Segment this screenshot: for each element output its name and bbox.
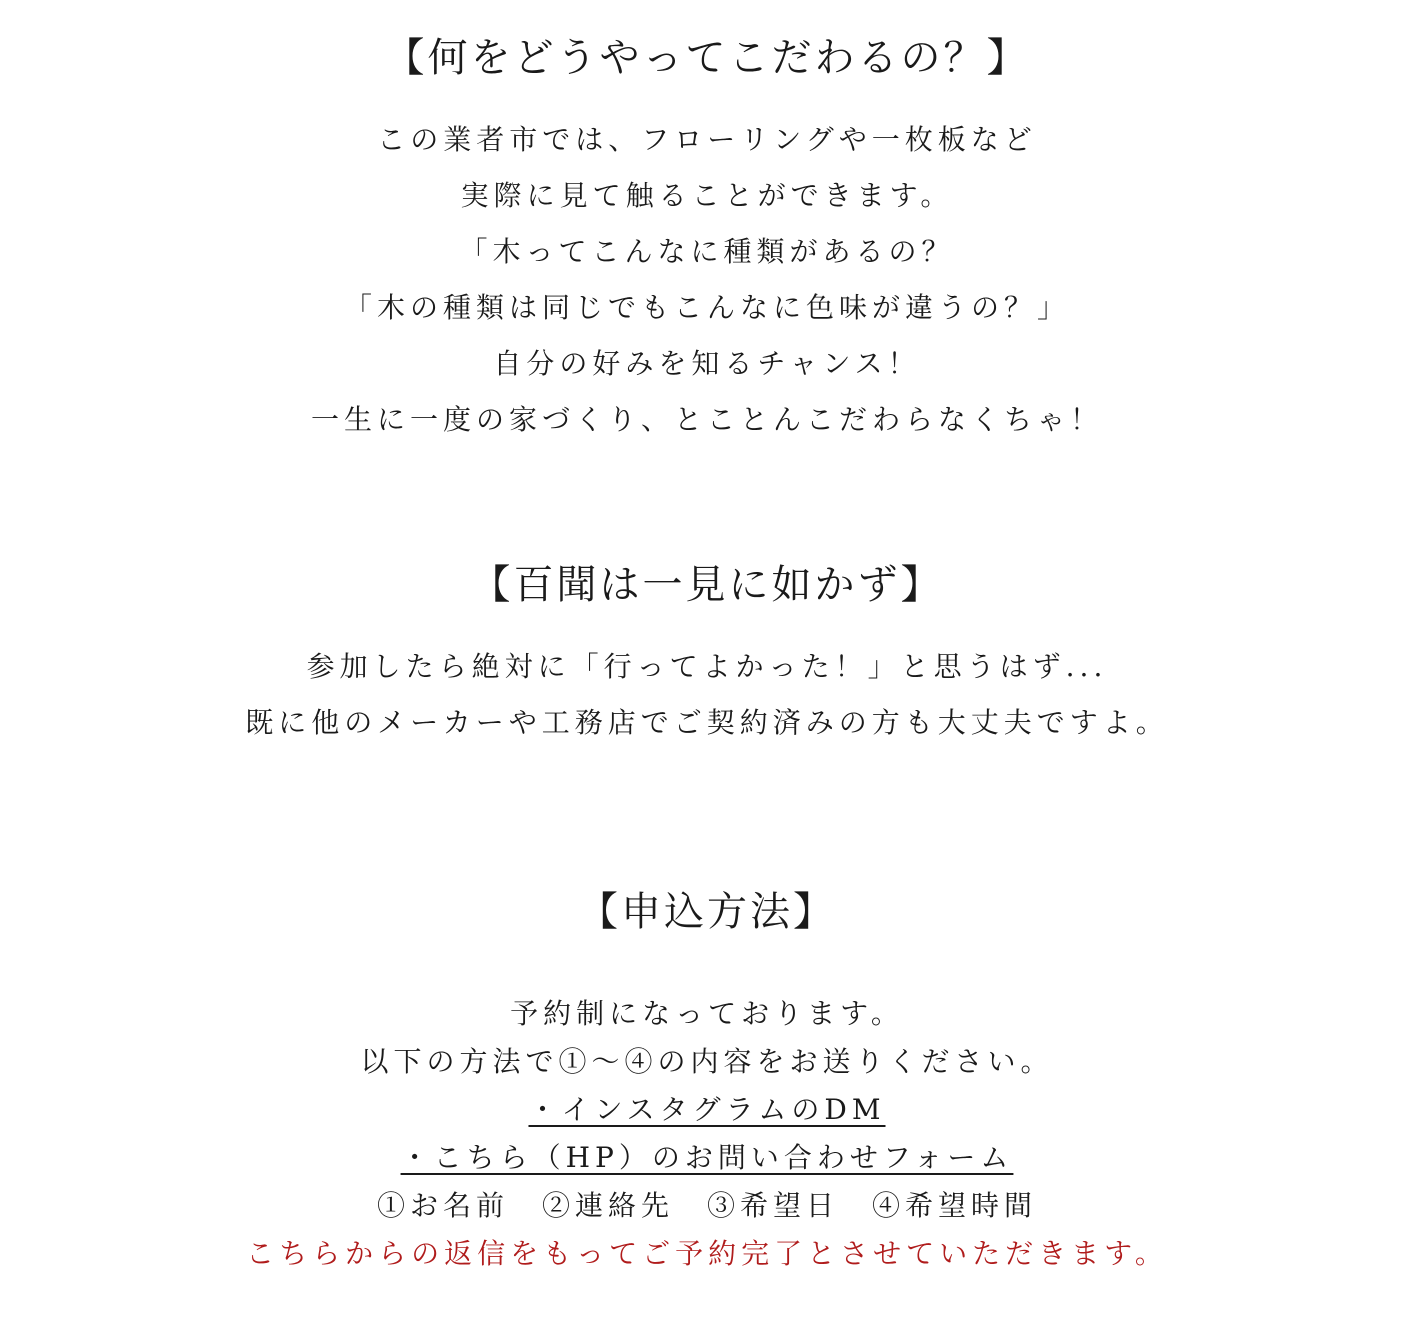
section-heading: 【百聞は一見に如かず】 <box>470 562 944 608</box>
reservation-notice: こちらからの返信をもってご予約完了とさせていただきます。 <box>246 1237 1168 1270</box>
section-moushikomi <box>0 884 1414 1278</box>
body-line: この業者市では、フローリングや一枚板など <box>377 123 1037 156</box>
section-kodawari <box>0 30 1414 448</box>
section-body <box>0 990 1414 1278</box>
section-heading: 【何をどうやってこだわるの？】 <box>384 35 1030 81</box>
section-body <box>0 112 1414 448</box>
section-body <box>0 639 1414 751</box>
body-line: 一生に一度の家づくり、とことんこだわらなくちゃ！ <box>310 403 1103 436</box>
section-hyakubun <box>0 557 1414 751</box>
required-items-line: ①お名前 ②連絡先 ③希望日 ④希望時間 <box>376 1189 1037 1222</box>
body-line: 自分の好みを知るチャンス！ <box>493 347 921 380</box>
body-line: 参加したら絶対に「行ってよかった！」と思うはず... <box>306 650 1108 683</box>
intro-line: 予約制になっております。 <box>510 997 904 1030</box>
body-line: 既に他のメーカーや工務店でご契約済みの方も大丈夫ですよ。 <box>245 706 1169 739</box>
intro-line: 以下の方法で①〜④の内容をお送りください。 <box>360 1045 1054 1078</box>
section-heading: 【申込方法】 <box>578 889 836 935</box>
contact-form-link[interactable]: ・こちら（HP）のお問い合わせフォーム <box>400 1141 1014 1174</box>
body-line: 「木ってこんなに種類があるの？ <box>459 235 955 268</box>
body-line: 実際に見て触ることができます。 <box>460 179 954 212</box>
body-line: 「木の種類は同じでもこんなに色味が違うの？」 <box>343 291 1070 324</box>
instagram-dm-link[interactable]: ・インスタグラムのDM <box>528 1093 886 1126</box>
